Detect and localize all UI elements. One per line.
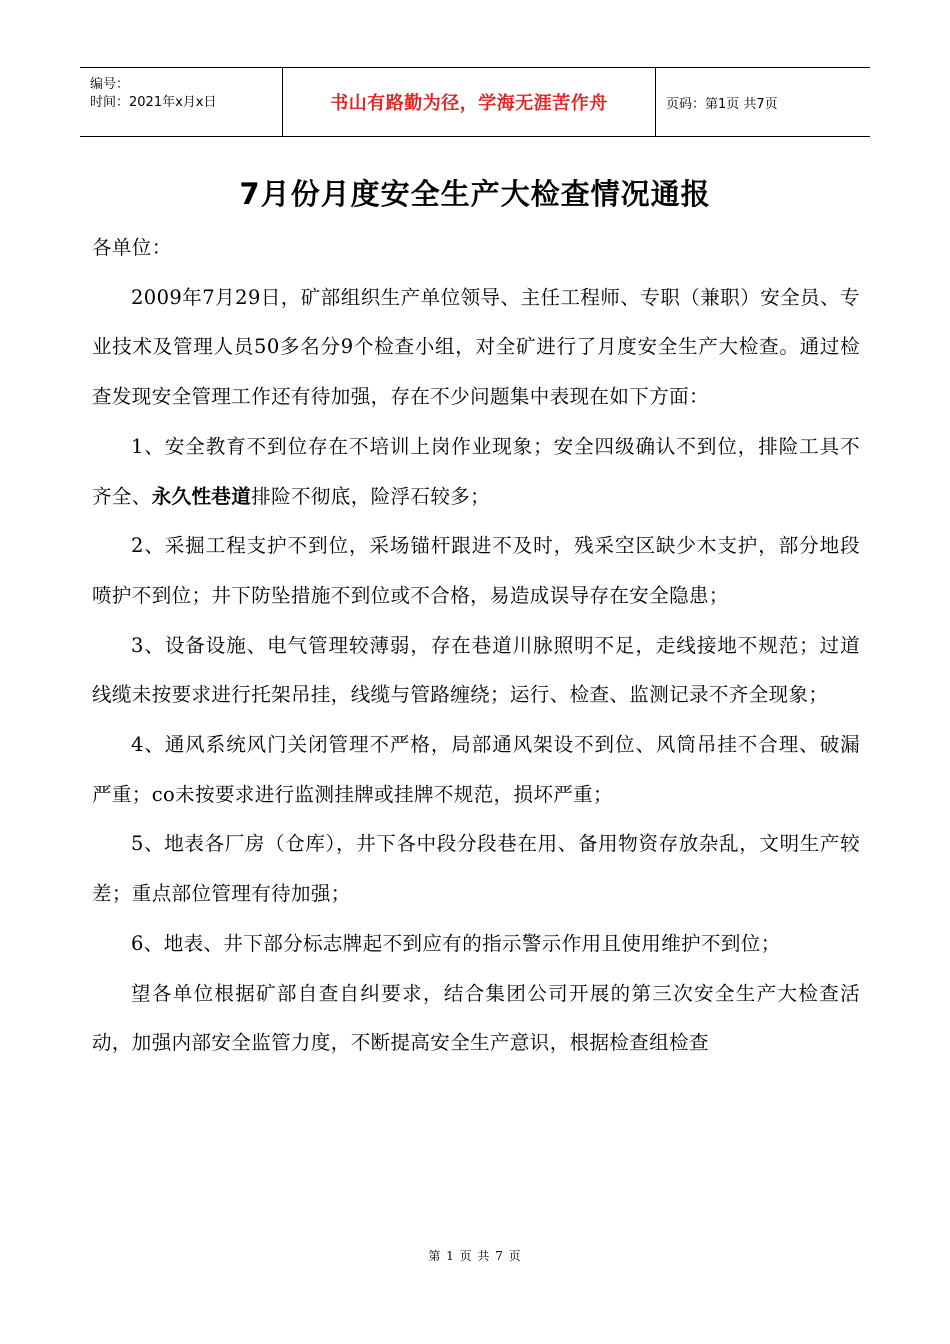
item-1-text-b: 排险不彻底，险浮石较多； — [251, 484, 491, 508]
salutation: 各单位： — [92, 236, 172, 259]
document-body — [92, 223, 860, 1068]
item-4: 4、通风系统风门关闭管理不严格，局部通风架设不到位、风筒吊挂不合理、破漏严重；co未按要求进行监测挂牌或挂牌不规范，损坏严重； — [92, 733, 860, 806]
header-table — [80, 67, 870, 137]
intro-paragraph: 2009年7月29日，矿部组织生产单位领导、主任工程师、专职（兼职）安全员、专业技术及管理人员50多名分9个检查小组，对全矿进行了月度安全生产大检查。通过检查发现安全管理工作还有待加强，存在不少问题集中表现在如下方面： — [92, 285, 860, 409]
item-6: 6、地表、井下部分标志牌起不到应有的指示警示作用且使用维护不到位； — [131, 931, 781, 955]
closing-paragraph: 望各单位根据矿部自查自纠要求，结合集团公司开展的第三次安全生产大检查活动，加强内部安全监管力度，不断提高安全生产意识，根据检查组检查 — [92, 981, 860, 1055]
header-motto-cell — [283, 68, 656, 136]
header-motto: 书山有路勤为径，学海无涯苦作舟 — [330, 93, 608, 114]
document-number-label: 编号： — [90, 77, 130, 92]
document-title: 7月份月度安全生产大检查情况通报 — [239, 177, 711, 211]
item-1-text-a: 1、安全教育不到位存在不培训上岗作业现象；安全四级确认不到位，排险工具不齐全、 — [92, 434, 860, 508]
header-page-cell — [656, 68, 870, 136]
item-1-bold-term: 永久性巷道 — [151, 484, 252, 508]
item-3: 3、设备设施、电气管理较薄弱，存在巷道川脉照明不足，走线接地不规范；过道线缆未按要求进行托架吊挂，线缆与管路缠绕；运行、检查、监测记录不齐全现象； — [92, 633, 860, 707]
header-page-label: 页码：第1页 共7页 — [666, 96, 778, 112]
page-footer: 第 1 页 共 7 页 — [428, 1249, 522, 1263]
item-1 — [92, 422, 860, 521]
item-2: 2、采掘工程支护不到位，采场锚杆跟进不及时，残采空区缺少木支护，部分地段喷护不到位；井下防坠措施不到位或不合格，易造成误导存在安全隐患； — [92, 534, 860, 607]
header-meta-cell — [80, 68, 283, 136]
document-date-label: 时间：2021年x月x日 — [90, 95, 217, 110]
item-5: 5、地表各厂房（仓库），井下各中段分段巷在用、备用物资存放杂乱，文明生产较差；重点部位管理有待加强； — [92, 832, 860, 906]
